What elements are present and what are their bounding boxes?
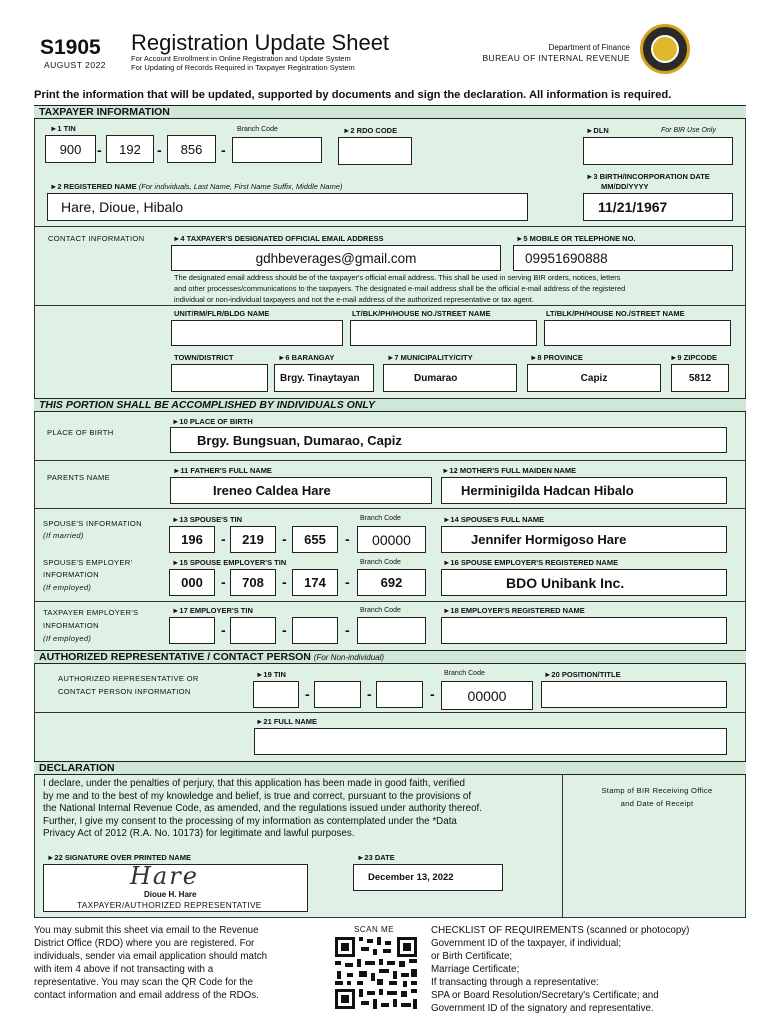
full-name-label: ►21 FULL NAME bbox=[256, 717, 318, 726]
spouse-employer-tin-part-2[interactable]: 708 bbox=[230, 569, 276, 596]
place-of-birth-side-label: PLACE OF BIRTH bbox=[47, 428, 114, 437]
employer-tin-label: ►17 EMPLOYER'S TIN bbox=[172, 606, 253, 615]
form-subtitle-1: For Account Enrollment in Online Registration and Update System bbox=[131, 54, 351, 63]
section-declaration: DECLARATION bbox=[34, 761, 746, 775]
place-of-birth-label: ►10 PLACE OF BIRTH bbox=[172, 417, 253, 426]
father-name-field[interactable]: Ireneo Caldea Hare bbox=[170, 477, 432, 504]
tin-dash: - bbox=[221, 574, 226, 590]
checklist-item: If transacting through a representative: bbox=[431, 977, 599, 988]
unit-field[interactable] bbox=[171, 320, 343, 346]
section-representative: AUTHORIZED REPRESENTATIVE / CONTACT PERSON (For Non-individual) bbox=[34, 650, 746, 664]
tin-dash: - bbox=[221, 622, 226, 638]
town-label: TOWN/DISTRICT bbox=[174, 353, 234, 362]
tin-dash: - bbox=[282, 622, 287, 638]
full-name-field[interactable] bbox=[254, 728, 727, 755]
checklist-item: Government ID of the signatory and representative. bbox=[431, 1003, 654, 1014]
stamp-label-2: and Date of Receipt bbox=[620, 799, 694, 808]
place-of-birth-field[interactable]: Brgy. Bungsuan, Dumarao, Capiz bbox=[170, 427, 727, 453]
unit-label: UNIT/RM/FLR/BLDG NAME bbox=[174, 309, 270, 318]
section-taxpayer-info: TAXPAYER INFORMATION bbox=[34, 105, 746, 119]
tin-dash: - bbox=[157, 142, 162, 158]
signature-scrawl: Hare bbox=[130, 862, 199, 890]
phone-field[interactable]: 09951690888 bbox=[513, 245, 733, 271]
birth-date-field[interactable]: 11/21/1967 bbox=[583, 193, 733, 221]
date-field[interactable]: December 13, 2022 bbox=[353, 864, 503, 891]
registered-name-label: ►2 REGISTERED NAME (For individuals, Last Name, First Name Suffix, Middle Name) bbox=[50, 182, 343, 191]
spouse-branch-code[interactable]: 00000 bbox=[357, 526, 426, 553]
submission-note-line-2: District Office (RDO) where you are registered. For bbox=[34, 938, 255, 949]
lot-field[interactable] bbox=[350, 320, 537, 346]
submission-note bbox=[34, 924, 316, 1002]
spouse-employer-tin-label: ►15 SPOUSE EMPLOYER'S TIN bbox=[172, 558, 287, 567]
tin-dash: - bbox=[345, 622, 350, 638]
bir-seal-center-icon bbox=[651, 35, 679, 63]
email-note-2: and other processes/communications to the taxpayers. The designated e-mail address shall be the official e-mail address of the registered bbox=[174, 284, 626, 293]
town-field[interactable] bbox=[171, 364, 268, 392]
checklist-item: Government ID of the taxpayer, if individual; bbox=[431, 938, 622, 949]
barangay-label: ►6 BARANGAY bbox=[278, 353, 335, 362]
position-field[interactable] bbox=[541, 681, 727, 708]
submission-note-line-5: representative. You may scan the QR Code for the bbox=[34, 977, 253, 988]
spouse-name-field[interactable]: Jennifer Hormigoso Hare bbox=[441, 526, 727, 553]
representative-side-label-2: CONTACT PERSON INFORMATION bbox=[58, 687, 191, 696]
declaration-line-1: I declare, under the penalties of perjury, that this application has been made in good faith, verified bbox=[43, 778, 465, 789]
if-married-note: (If married) bbox=[43, 531, 84, 540]
branch-code-label: Branch Code bbox=[444, 670, 485, 677]
form-title: Registration Update Sheet bbox=[131, 30, 390, 55]
tin-label: ►1 TIN bbox=[50, 124, 76, 133]
tin-part-2[interactable]: 192 bbox=[106, 135, 154, 163]
tin-dash: - bbox=[97, 142, 102, 158]
email-label: ►4 TAXPAYER'S DESIGNATED OFFICIAL EMAIL ADDRESS bbox=[173, 234, 384, 243]
divider bbox=[34, 460, 746, 461]
spouse-employer-side-label-2: INFORMATION bbox=[43, 570, 99, 579]
employer-tin-part-1[interactable] bbox=[169, 617, 215, 644]
rdo-code-label: ►2 RDO CODE bbox=[343, 126, 398, 135]
declaration-line-2: by me and to the best of my knowledge and belief, is true and correct, pursuant to the provisions of bbox=[43, 790, 472, 802]
birth-date-format: MM/DD/YYYY bbox=[601, 182, 649, 191]
lot2-label: LT/BLK/PH/HOUSE NO./STREET NAME bbox=[546, 309, 685, 318]
section-individuals: THIS PORTION SHALL BE ACCOMPLISHED BY INDIVIDUALS ONLY bbox=[34, 398, 746, 412]
phone-label: ►5 MOBILE OR TELEPHONE NO. bbox=[516, 234, 636, 243]
checklist-title: CHECKLIST OF REQUIREMENTS (scanned or photocopy) bbox=[431, 925, 690, 936]
submission-note-line-1: You may submit this sheet via email to the Revenue bbox=[34, 925, 259, 936]
qr-code-icon[interactable] bbox=[333, 935, 419, 1011]
representative-tin-label: ►19 TIN bbox=[256, 670, 286, 679]
tin-dash: - bbox=[367, 686, 372, 702]
form-subtitle-2: For Updating of Records Required in Taxpayer Registration System bbox=[131, 63, 355, 72]
employer-name-label: ►18 EMPLOYER'S REGISTERED NAME bbox=[443, 606, 585, 615]
email-note-1: The designated email address should be of the taxpayer's official email address. This shall be used in serving BIR orders, notices, letters bbox=[174, 273, 621, 282]
declaration-line-5: Privacy Act of 2012 (R.A. No. 10173) for legitimate and lawful purposes. bbox=[43, 828, 355, 840]
birth-date-label: ►3 BIRTH/INCORPORATION DATE bbox=[586, 172, 710, 181]
form-date: AUGUST 2022 bbox=[44, 60, 107, 70]
spouse-employer-tin-part-1[interactable]: 000 bbox=[169, 569, 215, 596]
if-employed-note: (If employed) bbox=[43, 634, 92, 643]
checklist-item: SPA or Board Resolution/Secretary's Certificate; and bbox=[431, 990, 659, 1001]
declaration-line-4: Further, I give my consent to the processing of my information as contemplated under the *Data bbox=[43, 815, 457, 827]
tin-dash: - bbox=[305, 686, 310, 702]
dln-label: ►DLN bbox=[586, 126, 609, 135]
email-field[interactable]: gdhbeverages@gmail.com bbox=[171, 245, 501, 271]
taxpayer-employer-side-label-1: TAXPAYER EMPLOYER'S bbox=[43, 608, 139, 617]
date-label: ►23 DATE bbox=[357, 853, 395, 862]
tin-dash: - bbox=[221, 531, 226, 547]
tin-part-1[interactable]: 900 bbox=[45, 135, 96, 163]
if-employed-note: (If employed) bbox=[43, 583, 92, 592]
divider bbox=[34, 226, 746, 227]
bureau-name: BUREAU OF INTERNAL REVENUE bbox=[482, 53, 630, 63]
employer-tin-part-3[interactable] bbox=[292, 617, 338, 644]
mother-name-field[interactable]: Herminigilda Hadcan Hibalo bbox=[441, 477, 727, 504]
branch-code-label: Branch Code bbox=[360, 559, 401, 566]
submission-note-line-4: with item 4 above if not transacting with a bbox=[34, 964, 214, 975]
employer-tin-part-2[interactable] bbox=[230, 617, 276, 644]
signature-caption: TAXPAYER/AUTHORIZED REPRESENTATIVE bbox=[77, 900, 262, 910]
tin-dash: - bbox=[221, 142, 226, 158]
tin-dash: - bbox=[345, 531, 350, 547]
contact-info-label: CONTACT INFORMATION bbox=[48, 234, 145, 243]
checklist-item: or Birth Certificate; bbox=[431, 951, 513, 962]
employer-name-field[interactable] bbox=[441, 617, 727, 644]
spouse-employer-side-label-1: SPOUSE'S EMPLOYER' bbox=[43, 558, 133, 567]
declaration-line-3: the National Internal Revenue Code, as amended, and the regulations issued under authority thereof. bbox=[43, 803, 482, 815]
spouse-tin-part-3[interactable]: 655 bbox=[292, 526, 338, 553]
parents-side-label: PARENTS NAME bbox=[47, 473, 110, 482]
branch-code-label: Branch Code bbox=[360, 515, 401, 522]
form-code: S1905 bbox=[40, 36, 101, 59]
submission-note-line-3: individuals, sender via email application should match bbox=[34, 951, 268, 962]
spouse-employer-name-label: ►16 SPOUSE EMPLOYER'S REGISTERED NAME bbox=[443, 558, 619, 567]
signature-label: ►22 SIGNATURE OVER PRINTED NAME bbox=[47, 853, 191, 862]
representative-tin-part-1[interactable] bbox=[253, 681, 299, 708]
spouse-name-label: ►14 SPOUSE'S FULL NAME bbox=[443, 515, 545, 524]
tin-dash: - bbox=[345, 574, 350, 590]
employer-branch-code[interactable] bbox=[357, 617, 426, 644]
province-label: ►8 PROVINCE bbox=[530, 353, 583, 362]
submission-note-line-6: contact information and email address of the RDOs. bbox=[34, 990, 259, 1001]
checklist bbox=[431, 924, 689, 1015]
spouse-tin-label: ►13 SPOUSE'S TIN bbox=[172, 515, 243, 524]
divider bbox=[34, 712, 746, 713]
lot2-field[interactable] bbox=[544, 320, 731, 346]
dln-field[interactable] bbox=[583, 137, 733, 165]
printed-name: Dioue H. Hare bbox=[144, 890, 197, 899]
tin-dash: - bbox=[282, 531, 287, 547]
divider bbox=[34, 305, 746, 306]
representative-tin-part-2[interactable] bbox=[314, 681, 361, 708]
taxpayer-employer-side-label-2: INFORMATION bbox=[43, 621, 99, 630]
province-field[interactable]: Capiz bbox=[527, 364, 661, 392]
spouse-employer-tin-part-3[interactable]: 174 bbox=[292, 569, 338, 596]
spouse-side-label: SPOUSE'S INFORMATION bbox=[43, 519, 142, 528]
municipality-field[interactable]: Dumarao bbox=[383, 364, 517, 392]
tin-branch-code[interactable] bbox=[232, 137, 322, 163]
spouse-tin-part-2[interactable]: 219 bbox=[230, 526, 276, 553]
barangay-field[interactable]: Brgy. Tinaytayan bbox=[274, 364, 374, 392]
spouse-tin-part-1[interactable]: 196 bbox=[169, 526, 215, 553]
branch-code-label: Branch Code bbox=[237, 126, 278, 133]
stamp-label-1: Stamp of BIR Receiving Office bbox=[601, 786, 713, 795]
position-label: ►20 POSITION/TITLE bbox=[544, 670, 621, 679]
email-note-3: individual or non-individual taxpayers and not the e-mail address of the authorized representative or tax agent. bbox=[174, 295, 534, 304]
lot-label: LT/BLK/PH/HOUSE NO./STREET NAME bbox=[352, 309, 491, 318]
instruction-text: Print the information that will be updated, supported by documents and sign the declaration. All information is required. bbox=[34, 89, 672, 101]
divider bbox=[34, 508, 746, 509]
zipcode-field[interactable]: 5812 bbox=[671, 364, 729, 392]
mother-label: ►12 MOTHER'S FULL MAIDEN NAME bbox=[442, 466, 577, 475]
branch-code-label: Branch Code bbox=[360, 607, 401, 614]
scan-me-label: SCAN ME bbox=[354, 925, 394, 934]
spouse-employer-branch-code[interactable]: 692 bbox=[357, 569, 426, 596]
department-name: Department of Finance bbox=[548, 43, 630, 52]
divider bbox=[34, 601, 746, 602]
zipcode-label: ►9 ZIPCODE bbox=[670, 353, 718, 362]
bir-use-only-note: For BIR Use Only bbox=[661, 127, 716, 134]
municipality-label: ►7 MUNICIPALITY/CITY bbox=[387, 353, 473, 362]
representative-tin-part-3[interactable] bbox=[376, 681, 423, 708]
checklist-item: Marriage Certificate; bbox=[431, 964, 520, 975]
representative-branch-code[interactable]: 00000 bbox=[441, 681, 533, 710]
tin-part-3[interactable]: 856 bbox=[167, 135, 216, 163]
spouse-employer-name-field[interactable]: BDO Unibank Inc. bbox=[441, 569, 727, 596]
tin-dash: - bbox=[430, 686, 435, 702]
rdo-code-field[interactable] bbox=[338, 137, 412, 165]
tin-dash: - bbox=[282, 574, 287, 590]
registered-name-field[interactable]: Hare, Dioue, Hibalo bbox=[47, 193, 528, 221]
father-label: ►11 FATHER'S FULL NAME bbox=[173, 466, 272, 475]
representative-side-label-1: AUTHORIZED REPRESENTATIVE OR bbox=[58, 674, 199, 683]
